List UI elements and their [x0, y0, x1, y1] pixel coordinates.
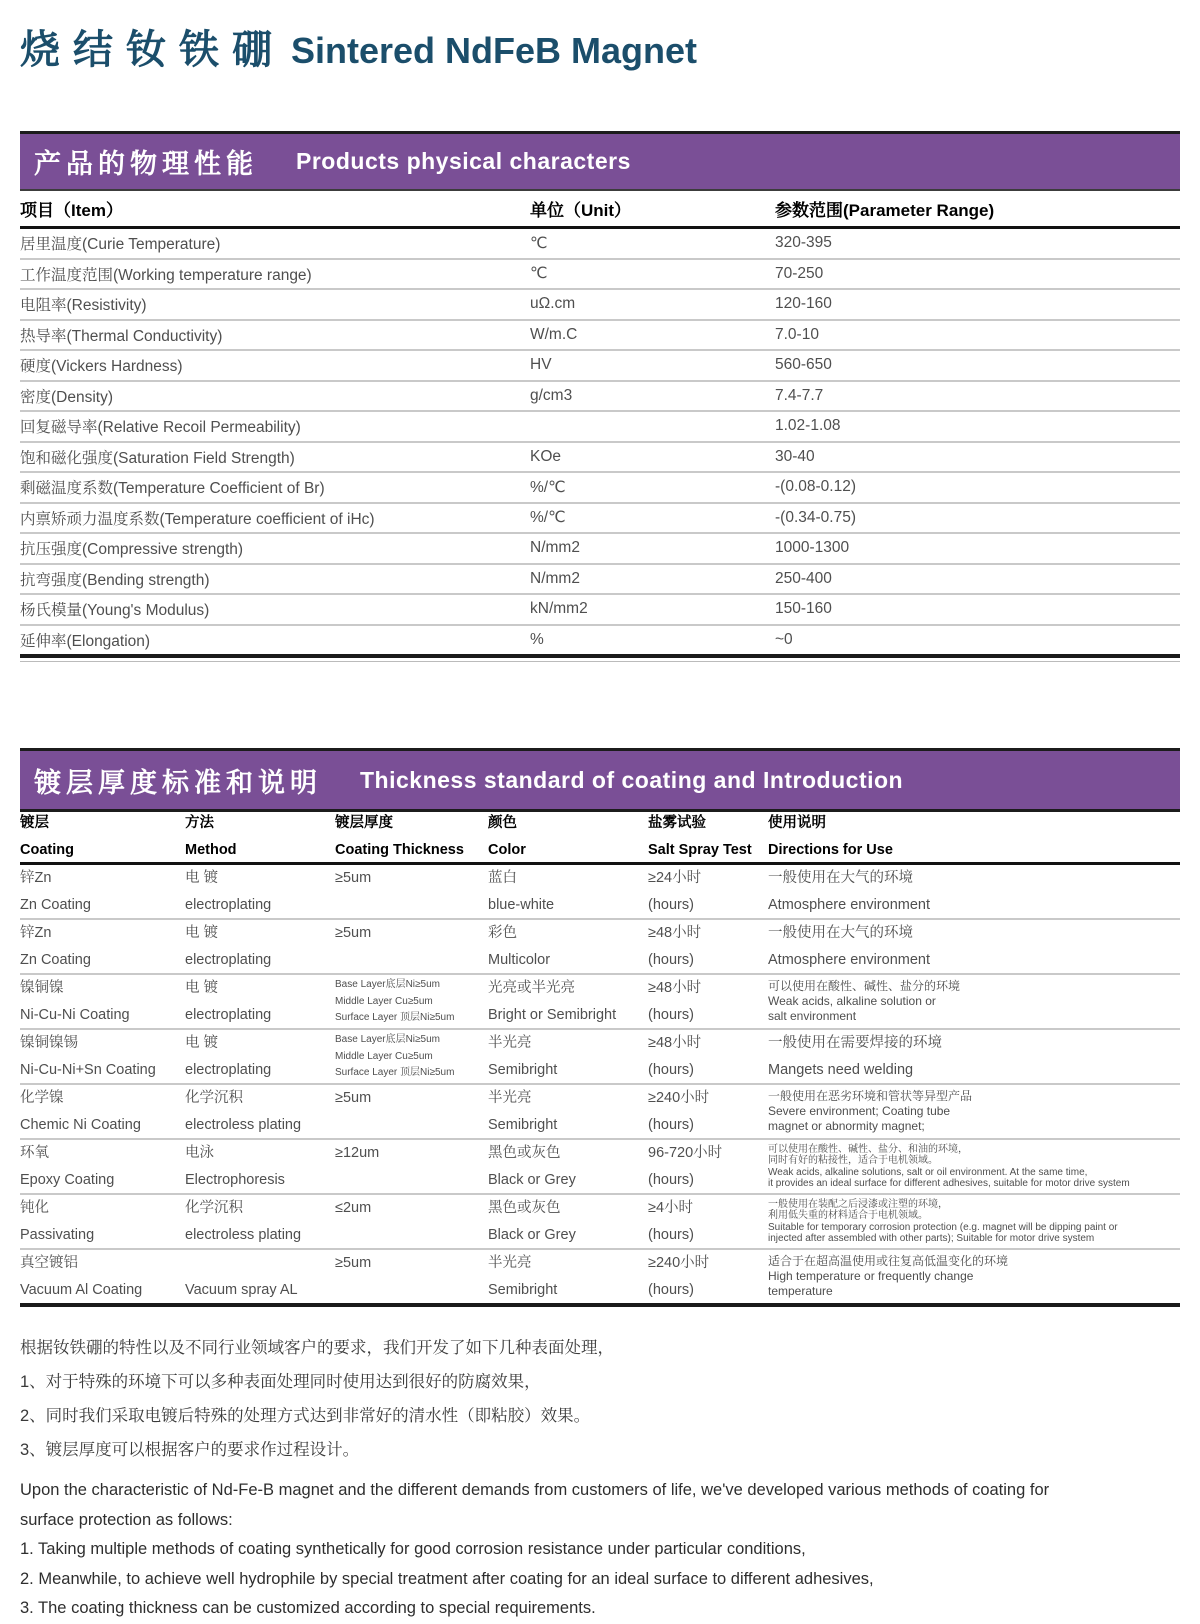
range-cell: 30-40: [775, 447, 815, 465]
note-line: 3. The coating thickness can be customized according to special requirements.: [20, 1599, 596, 1617]
range-cell: -(0.34-0.75): [775, 508, 856, 526]
unit-cell: ℃: [530, 265, 548, 283]
thickness-cell: [335, 1199, 488, 1244]
cell-line: Surface Layer 顶层Ni≥5um: [335, 1012, 455, 1023]
directions-cell: [768, 1034, 1180, 1079]
cell-line: 电 镀: [185, 925, 219, 941]
directions-cell: [768, 869, 1180, 914]
unit-cell: ℃: [530, 234, 548, 252]
salt-cell: [648, 1034, 768, 1079]
table-row: [20, 565, 1180, 596]
coating-cell: [20, 869, 185, 914]
table-row: [20, 1030, 1180, 1085]
physical-table: [20, 191, 1180, 662]
cell-line: ≥48小时: [648, 925, 702, 941]
table-row: [20, 229, 1180, 260]
cell-line: Suitable for temporary corrosion protection (e.g. magnet will be dipping paint or: [768, 1221, 1118, 1233]
physical-table-bottom-rule: [20, 654, 1180, 662]
note-line: 1、对于特殊的环境下可以多种表面处理同时使用达到很好的防腐效果，: [20, 1373, 541, 1391]
cell-line: Ni-Cu-Ni+Sn Coating: [20, 1061, 156, 1078]
cell-line: electroplating: [185, 896, 272, 913]
cell-line: (hours): [648, 1171, 694, 1188]
note-line: 2. Meanwhile, to achieve well hydrophile by special treatment after coating for an ideal surface to different adhesives,: [20, 1569, 874, 1588]
cell-line: Vacuum spray AL: [185, 1281, 298, 1298]
cell-line: (hours): [648, 1116, 694, 1133]
cell-line: 可以使用在酸性、碱性、盐分、和油的环境，: [768, 1144, 968, 1155]
cell-line: 锌Zn: [20, 925, 52, 941]
item-cell: 密度(Density): [20, 388, 114, 406]
cell-line: Semibright: [488, 1061, 558, 1078]
coating-cell: [20, 924, 185, 969]
cell-line: 镍铜镍锡: [20, 1035, 78, 1051]
cell-line: electroless plating: [185, 1226, 302, 1243]
item-cell: 热导率(Thermal Conductivity): [20, 327, 223, 345]
directions-cell: [768, 1254, 1180, 1299]
physical-table-body: [20, 229, 1180, 654]
coating-cell: [20, 1089, 185, 1134]
cell-line: 同时有好的粘接性，适合于电机领域。: [768, 1155, 938, 1167]
cell-line: Zn Coating: [20, 896, 91, 913]
method-cell: [185, 1144, 335, 1189]
cell-line: temperature: [768, 1284, 833, 1298]
range-cell: 70-250: [775, 264, 824, 282]
coating-table-header: [20, 812, 1180, 865]
directions-cell: [768, 1089, 1180, 1134]
cell-line: 一般使用在恶劣环境和管状等异型产品: [768, 1089, 973, 1103]
item-cell: 剩磁温度系数(Temperature Coefficient of Br): [20, 480, 325, 498]
color-cell: [488, 1144, 648, 1189]
cell-line: ≥24小时: [648, 870, 702, 886]
unit-cell: %/℃: [530, 478, 566, 496]
item-cell: 延伸率(Elongation): [20, 632, 151, 650]
thickness-cell: [335, 979, 488, 1024]
range-cell: 250-400: [775, 569, 832, 587]
cell-line: electroless plating: [185, 1116, 302, 1133]
cell-line: Epoxy Coating: [20, 1171, 115, 1188]
color-cell: [488, 1254, 648, 1299]
salt-cell: [648, 1199, 768, 1244]
note-line: 2、同时我们采取电镀后特殊的处理方式达到非常好的清水性（即粘胶）效果。: [20, 1407, 591, 1425]
method-cell: [185, 979, 335, 1024]
cell-line: 黑色或灰色: [488, 1200, 561, 1216]
cell-line: Severe environment; Coating tube: [768, 1104, 951, 1118]
cell-line: (hours): [648, 896, 694, 913]
coating-cell: [20, 979, 185, 1024]
cell-line: 半光亮: [488, 1090, 532, 1106]
table-row: [20, 1195, 1180, 1250]
cell-line: Vacuum Al Coating: [20, 1281, 143, 1298]
range-cell: 320-395: [775, 234, 832, 252]
cell-line: 电 镀: [185, 870, 219, 886]
column-header-coating-zh: 镀层: [20, 815, 49, 831]
cell-line: ≥4小时: [648, 1200, 694, 1216]
cell-line: ≥5um: [335, 925, 372, 941]
cell-line: Weak acids, alkaline solution or: [768, 994, 936, 1008]
unit-cell: W/m.C: [530, 325, 578, 343]
cell-line: 利用低失重的材料适合于电机领域。: [768, 1210, 928, 1222]
item-cell: 抗压强度(Compressive strength): [20, 541, 244, 559]
directions-cell: [768, 924, 1180, 969]
section-gap: [20, 662, 1180, 748]
table-row: [20, 1085, 1180, 1140]
table-row: [20, 975, 1180, 1030]
cell-line: ≥48小时: [648, 980, 702, 996]
salt-cell: [648, 979, 768, 1024]
range-cell: 120-160: [775, 295, 832, 313]
page-title: [20, 18, 1180, 74]
cell-line: Surface Layer 顶层Ni≥5um: [335, 1067, 455, 1078]
table-row: [20, 382, 1180, 413]
cell-line: ≥240小时: [648, 1090, 710, 1106]
directions-cell: [768, 1199, 1180, 1244]
thickness-cell: [335, 1144, 488, 1189]
column-header-method-zh: 方法: [185, 815, 214, 831]
cell-line: ≥12um: [335, 1145, 380, 1161]
physical-table-header: [20, 191, 1180, 229]
cell-line: 化学镍: [20, 1090, 64, 1106]
unit-cell: KOe: [530, 447, 562, 465]
table-row: [20, 626, 1180, 655]
table-row: [20, 290, 1180, 321]
item-cell: 回复磁导率(Relative Recoil Permeability): [20, 419, 301, 437]
cell-line: Base Layer底层Ni≥5um: [335, 1034, 440, 1045]
cell-line: 半光亮: [488, 1035, 532, 1051]
table-row: [20, 443, 1180, 474]
cell-line: Weak acids, alkaline solutions, salt or oil environment. At the same time,: [768, 1166, 1088, 1178]
table-row: [20, 865, 1180, 920]
cell-line: 黑色或灰色: [488, 1145, 561, 1161]
cell-line: (hours): [648, 951, 694, 968]
cell-line: Black or Grey: [488, 1171, 576, 1188]
cell-line: Multicolor: [488, 951, 551, 968]
section-banner-physical-zh: 产品的物理性能: [34, 149, 258, 179]
item-cell: 饱和磁化强度(Saturation Field Strength): [20, 449, 295, 467]
coating-table-body: [20, 865, 1180, 1303]
cell-line: Base Layer底层Ni≥5um: [335, 979, 440, 990]
cell-line: Atmosphere environment: [768, 951, 930, 968]
range-cell: 7.4-7.7: [775, 386, 824, 404]
table-row: [20, 595, 1180, 626]
cell-line: ≥48小时: [648, 1035, 702, 1051]
cell-line: 一般使用在装配之后浸漆或注塑的环境，: [768, 1199, 948, 1210]
unit-cell: N/mm2: [530, 569, 580, 587]
cell-line: 适合于在超高温使用或往复高低温变化的环境: [768, 1254, 1009, 1268]
cell-line: (hours): [648, 1281, 694, 1298]
coating-cell: [20, 1254, 185, 1299]
cell-line: 蓝白: [488, 870, 517, 886]
method-cell: [185, 1089, 335, 1134]
unit-cell: kN/mm2: [530, 600, 588, 618]
cell-line: Semibright: [488, 1281, 558, 1298]
column-header-unit: 单位（Unit）: [530, 201, 632, 220]
column-header-directions-en: Directions for Use: [768, 842, 893, 859]
column-header-salt-spray-zh: 盐雾试验: [648, 815, 706, 831]
unit-cell: HV: [530, 356, 552, 374]
salt-cell: [648, 1144, 768, 1189]
range-cell: 150-160: [775, 600, 832, 618]
directions-cell: [768, 979, 1180, 1024]
cell-line: 一般使用在大气的环境: [768, 925, 913, 941]
column-header-range: 参数范围(Parameter Range): [775, 201, 995, 220]
color-cell: [488, 869, 648, 914]
cell-line: 真空镀铝: [20, 1255, 78, 1271]
thickness-cell: [335, 1089, 488, 1134]
salt-cell: [648, 1089, 768, 1134]
table-row: [20, 473, 1180, 504]
note-line: 1. Taking multiple methods of coating synthetically for good corrosion resistance under particular conditions,: [20, 1540, 806, 1558]
cell-line: Middle Layer Cu≥5um: [335, 1050, 433, 1062]
table-row: [20, 321, 1180, 352]
table-row: [20, 920, 1180, 975]
table-row: [20, 260, 1180, 291]
section-banner-coating-en: Thickness standard of coating and Introduction: [360, 766, 904, 793]
cell-line: magnet or abnormity magnet;: [768, 1119, 925, 1133]
range-cell: 7.0-10: [775, 325, 819, 343]
cell-line: injected after assembled with other parts); Suitable for motor drive system: [768, 1232, 1095, 1244]
method-cell: [185, 1254, 335, 1299]
cell-line: 光亮或半光亮: [488, 980, 575, 996]
cell-line: Black or Grey: [488, 1226, 576, 1243]
cell-line: Zn Coating: [20, 951, 91, 968]
cell-line: (hours): [648, 1061, 694, 1078]
column-header-item: 项目（Item）: [20, 201, 123, 220]
column-header-thickness-en: Coating Thickness: [335, 842, 464, 859]
cell-line: High temperature or frequently change: [768, 1269, 974, 1283]
column-header-thickness: [335, 815, 488, 859]
cell-line: Semibright: [488, 1116, 558, 1133]
thickness-cell: [335, 869, 488, 914]
thickness-cell: [335, 924, 488, 969]
cell-line: Mangets need welding: [768, 1061, 914, 1078]
cell-line: Atmosphere environment: [768, 896, 930, 913]
column-header-salt-spray-en: Salt Spray Test: [648, 842, 752, 859]
cell-line: 锌Zn: [20, 870, 52, 886]
cell-line: (hours): [648, 1006, 694, 1023]
cell-line: 96-720小时: [648, 1145, 723, 1161]
note-line: surface protection as follows:: [20, 1510, 233, 1529]
cell-line: 一般使用在大气的环境: [768, 870, 913, 886]
cell-line: 电 镀: [185, 1035, 219, 1051]
column-header-coating-en: Coating: [20, 842, 74, 859]
color-cell: [488, 1034, 648, 1079]
cell-line: ≥5um: [335, 1255, 372, 1271]
item-cell: 居里温度(Curie Temperature): [20, 236, 221, 254]
column-header-coating: [20, 815, 185, 859]
page-title-en: Sintered NdFeB Magnet: [291, 30, 698, 71]
color-cell: [488, 1089, 648, 1134]
column-header-directions: [768, 815, 1180, 859]
coating-table-bottom-rule: [20, 1303, 1180, 1309]
table-row: [20, 1140, 1180, 1195]
cell-line: Middle Layer Cu≥5um: [335, 995, 433, 1007]
cell-line: (hours): [648, 1226, 694, 1243]
cell-line: blue-white: [488, 896, 555, 913]
item-cell: 工作温度范围(Working temperature range): [20, 266, 312, 284]
note-line: 根据钕铁硼的特性以及不同行业领域客户的要求，我们开发了如下几种表面处理，: [20, 1339, 614, 1357]
range-cell: ~0: [775, 630, 793, 648]
unit-cell: uΩ.cm: [530, 295, 576, 313]
column-header-thickness-zh: 镀层厚度: [335, 815, 393, 831]
method-cell: [185, 924, 335, 969]
unit-cell: %: [530, 630, 544, 648]
cell-line: salt environment: [768, 1009, 857, 1023]
color-cell: [488, 924, 648, 969]
cell-line: Electrophoresis: [185, 1171, 285, 1188]
cell-line: it provides an ideal surface for different adhesives, suitable for motor drive system: [768, 1177, 1130, 1189]
cell-line: 化学沉积: [185, 1090, 243, 1106]
method-cell: [185, 869, 335, 914]
section-banner-physical: [20, 131, 1180, 191]
column-header-salt-spray: [648, 815, 768, 859]
note-line: 3、镀层厚度可以根据客户的要求作过程设计。: [20, 1441, 360, 1459]
salt-cell: [648, 869, 768, 914]
color-cell: [488, 979, 648, 1024]
color-cell: [488, 1199, 648, 1244]
range-cell: 560-650: [775, 356, 832, 374]
cell-line: ≤2um: [335, 1200, 372, 1216]
directions-cell: [768, 1144, 1180, 1189]
cell-line: 环氧: [20, 1145, 49, 1161]
cell-line: Passivating: [20, 1226, 95, 1243]
cell-line: electroplating: [185, 951, 272, 968]
section-banner-physical-en: Products physical characters: [296, 148, 631, 174]
salt-cell: [648, 1254, 768, 1299]
coating-cell: [20, 1199, 185, 1244]
item-cell: 抗弯强度(Bending strength): [20, 571, 210, 589]
coating-table: [20, 812, 1180, 1309]
range-cell: 1000-1300: [775, 539, 850, 557]
item-cell: 硬度(Vickers Hardness): [20, 358, 183, 376]
notes-english: [20, 1476, 1180, 1624]
column-header-method: [185, 815, 335, 859]
unit-cell: g/cm3: [530, 386, 573, 404]
cell-line: electroplating: [185, 1006, 272, 1023]
cell-line: Ni-Cu-Ni Coating: [20, 1006, 130, 1023]
cell-line: 一般使用在需要焊接的环境: [768, 1035, 942, 1051]
range-cell: -(0.08-0.12): [775, 478, 856, 496]
column-header-method-en: Method: [185, 842, 237, 859]
coating-cell: [20, 1034, 185, 1079]
cell-line: 半光亮: [488, 1255, 532, 1271]
item-cell: 杨氏模量(Young's Modulus): [20, 602, 210, 620]
item-cell: 内禀矫顽力温度系数(Temperature coefficient of iHc): [20, 510, 375, 528]
cell-line: 可以使用在酸性、碱性、盐分的环境: [768, 979, 961, 993]
cell-line: [185, 1254, 335, 1269]
table-row: [20, 412, 1180, 443]
cell-line: 钝化: [20, 1200, 49, 1216]
cell-line: ≥5um: [335, 870, 372, 886]
cell-line: 化学沉积: [185, 1200, 243, 1216]
thickness-cell: [335, 1034, 488, 1079]
cell-line: ≥5um: [335, 1090, 372, 1106]
table-row: [20, 534, 1180, 565]
cell-line: ≥240小时: [648, 1255, 710, 1271]
unit-cell: %/℃: [530, 509, 566, 527]
coating-cell: [20, 1144, 185, 1189]
cell-line: 电 镀: [185, 980, 219, 996]
salt-cell: [648, 924, 768, 969]
unit-cell: N/mm2: [530, 539, 580, 557]
range-cell: 1.02-1.08: [775, 417, 841, 435]
column-header-color-zh: 颜色: [488, 815, 517, 831]
cell-line: Bright or Semibright: [488, 1006, 617, 1023]
section-banner-coating: [20, 748, 1180, 812]
notes-chinese: [20, 1331, 1180, 1467]
note-line: Upon the characteristic of Nd-Fe-B magnet and the different demands from customers of life, we've developed various methods of coating for: [20, 1481, 1050, 1499]
table-row: [20, 351, 1180, 382]
column-header-color-en: Color: [488, 842, 526, 859]
page-title-zh: 烧结钕铁硼: [20, 28, 285, 72]
section-banner-coating-zh: 镀层厚度标准和说明: [34, 767, 322, 798]
cell-line: 镍铜镍: [20, 980, 64, 996]
column-header-color: [488, 815, 648, 859]
cell-line: electroplating: [185, 1061, 272, 1078]
method-cell: [185, 1199, 335, 1244]
cell-line: 电泳: [185, 1145, 214, 1161]
cell-line: 彩色: [488, 925, 517, 941]
cell-line: Chemic Ni Coating: [20, 1116, 141, 1133]
item-cell: 电阻率(Resistivity): [20, 297, 147, 315]
column-header-directions-zh: 使用说明: [768, 815, 826, 831]
method-cell: [185, 1034, 335, 1079]
table-row: [20, 504, 1180, 535]
thickness-cell: [335, 1254, 488, 1299]
table-row: [20, 1250, 1180, 1303]
